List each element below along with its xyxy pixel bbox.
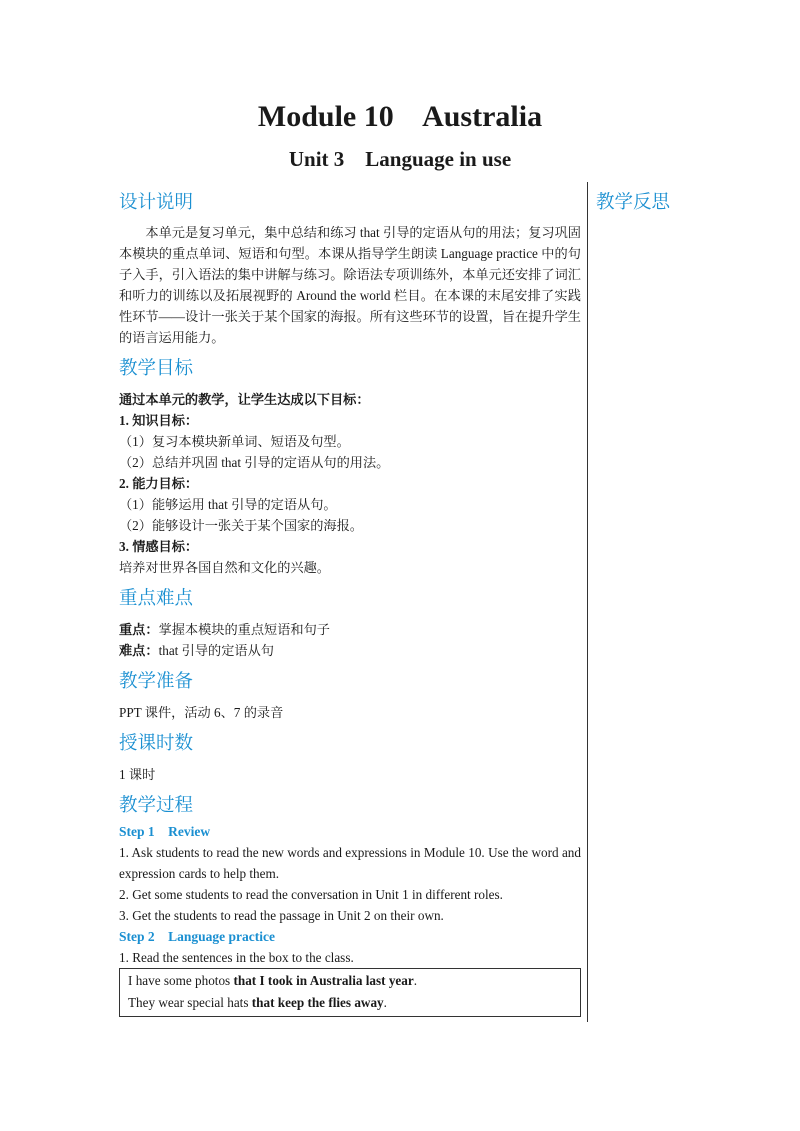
ability-goal-title: 2. 能力目标： [119,476,199,491]
example-sentence-box [119,968,581,1017]
difficulty-label: 难点： [119,643,159,658]
difficulty-line [119,640,581,661]
hours-heading: 授课时数 [119,733,194,754]
prep-text: PPT 课件，活动 6、7 的录音 [119,705,284,720]
process-heading: 教学过程 [119,795,194,816]
example-2-end: . [383,995,387,1010]
design-heading: 设计说明 [119,192,194,213]
step-1-heading: Step 1 Review [119,824,211,839]
key-point-line [119,619,581,640]
example-sentence-2 [128,992,572,1014]
prep-heading: 教学准备 [119,671,194,692]
example-1-start: I have some photos [128,973,234,988]
example-1-clause: that I took in Australia last year [233,973,414,988]
step-1-item-2: 2. Get some students to read the conversation in Unit 1 in different roles. [119,887,503,902]
example-sentence-1 [128,970,572,992]
difficulty-text: that 引导的定语从句 [158,643,274,658]
step-1-item-3: 3. Get the students to read the passage in Unit 2 on their own. [119,908,444,923]
step-1-item-1: 1. Ask students to read the new words and expressions in Module 10. Use the word and expression cards to help them. [119,845,581,881]
keypoints-heading: 重点难点 [119,588,194,609]
step-2-item-1: 1. Read the sentences in the box to the class. [119,950,354,965]
reflection-heading: 教学反思 [596,192,671,213]
design-body: 本单元是复习单元，集中总结和练习 that 引导的定语从句的用法；复习巩固本模块的重点单词、短语和句型。本课从指导学生朗读 Language practice 中的句子入手，引入语法的集中讲解与练习。除语法专项训练外，本单元还安排了词汇和听力的训练以及拓展视野的 Around the world 栏目。在本课的末尾安排了实践性环节——设计一张关于某个国家的海报。所有这些环节的设置，旨在提升学生的语言运用能力。 [119,225,581,345]
example-2-start: They wear special hats [128,995,252,1010]
emotion-goal-title: 3. 情感目标： [119,539,199,554]
goals-heading: 教学目标 [119,358,194,379]
knowledge-goal-2: （2）总结并巩固 that 引导的定语从句的用法。 [119,455,390,470]
hours-text: 1 课时 [119,767,156,782]
page-subtitle: Unit 3 Language in use [288,147,512,171]
goals-intro: 通过本单元的教学，让学生达成以下目标： [119,392,370,407]
main-column [119,188,581,1017]
ability-goal-1: （1）能够运用 that 引导的定语从句。 [119,497,337,512]
example-1-end: . [413,973,418,988]
column-divider [587,182,588,1022]
step-2-heading: Step 2 Language practice [119,929,275,944]
key-point-text: 掌握本模块的重点短语和句子 [158,622,330,637]
emotion-goal-1: 培养对世界各国自然和文化的兴趣。 [119,560,330,575]
key-point-label: 重点： [119,622,159,637]
knowledge-goal-1: （1）复习本模块新单词、短语及句型。 [119,434,350,449]
page-title: Module 10 Australia [257,100,543,133]
reflection-column [596,188,670,218]
knowledge-goal-title: 1. 知识目标： [119,413,199,428]
ability-goal-2: （2）能够设计一张关于某个国家的海报。 [119,518,363,533]
example-2-clause: that keep the flies away [251,995,384,1010]
